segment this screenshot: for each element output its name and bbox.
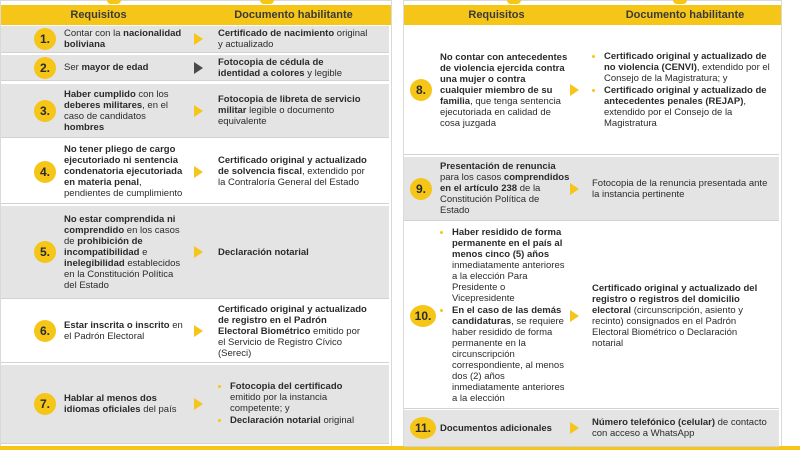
chevron-right-icon (194, 105, 203, 117)
document-text (592, 417, 770, 439)
requirement-text: , pendientes de cumplimiento (64, 177, 183, 199)
requirement-text: , se requiere haber residido de forma permanente en la circunscripción correspondiente, al menos dos (2) años inmediatamente anteriores a la elección (452, 315, 565, 404)
requirement-text (64, 28, 188, 50)
decorative-tab (107, 0, 121, 4)
requirement-text (440, 227, 570, 405)
chevron-right-icon (194, 246, 203, 258)
chevron-right-icon (194, 62, 203, 74)
row-divider (404, 446, 779, 447)
chevron-right-icon (194, 325, 203, 337)
requirement-bold: No tener pliego de cargo ejecutoriado ni sentencia condenatoria ejecutoriada en materia penal (64, 144, 183, 188)
decorative-tab (260, 0, 274, 4)
row-number-badge: 6. (34, 320, 56, 342)
chevron-right-icon (570, 183, 579, 195)
document-text (218, 304, 368, 359)
requirement-text: Ser (64, 62, 82, 73)
row-number-badge: 1. (34, 28, 56, 50)
requirement-bold: inelegibilidad (64, 257, 125, 269)
row-number-badge: 9. (410, 178, 432, 200)
row-number-badge: 11. (410, 417, 436, 439)
requirement-bold: Documentos adicionales (440, 422, 552, 434)
document-text: emitido por el Servicio de Registro Cívico (Sereci) (218, 325, 361, 359)
requirement-bold: No estar comprendida ni comprendido (64, 213, 176, 236)
document-bold: Certificado original y actualizado de no violencia (CENVI) (604, 50, 767, 73)
document-list (218, 381, 368, 426)
chevron-right-icon (194, 166, 203, 178)
row-divider (404, 154, 779, 155)
header-requisitos: Requisitos (468, 9, 525, 21)
requirement-text: inmediatamente anteriores a la elección Para Presidente o Vicepresidente (452, 259, 565, 304)
row-divider (404, 408, 779, 409)
document-bold: Fotocopia del certificado (230, 381, 343, 392)
document-text: legible o documento equivalente (218, 105, 335, 127)
requirement-text (440, 161, 570, 216)
table-header (404, 5, 781, 25)
requirement-bold: Estar inscrita o inscrito (64, 320, 170, 331)
requirement-text: con los (135, 88, 169, 100)
row-number-badge: 4. (34, 161, 56, 183)
row-number-badge: 8. (410, 79, 432, 101)
chevron-right-icon (194, 398, 203, 410)
requirement-list-item (452, 227, 570, 304)
requirement-bold: comprendidos en el artículo 238 (440, 172, 570, 194)
document-bold: Certificado original y actualizado de solvencia fiscal (218, 155, 367, 177)
document-text: , extendido por el Consejo de la Magistratura (604, 95, 747, 129)
document-bold: Certificado de nacimiento (218, 28, 335, 39)
header-documento: Documento habilitante (234, 9, 353, 21)
document-text: , extendido por el Consejo de la Magistratura; y (604, 61, 770, 84)
chevron-right-icon (570, 422, 579, 434)
document-bold: Certificado original y actualizado de antecedentes penales (REJAP) (604, 84, 767, 107)
document-text: Fotocopia de la renuncia presentada ante la instancia pertinente (592, 177, 768, 200)
row-divider (404, 220, 779, 221)
requirement-bold: hombres (64, 121, 105, 133)
requirement-text: , en el caso de candidatos (64, 99, 169, 122)
document-bold: Declaración notarial (218, 246, 309, 258)
requirement-text: en el Padrón Electoral (64, 320, 183, 342)
row-number-badge: 7. (34, 393, 56, 415)
document-bold: Fotocopia de libreta de servicio militar (218, 94, 361, 116)
document-text (218, 57, 368, 79)
row-number-badge: 3. (34, 100, 56, 122)
document-text (218, 155, 368, 188)
row-number-badge: 2. (34, 57, 56, 79)
document-text: original y actualizado (218, 28, 368, 50)
document-list-item (230, 381, 368, 414)
document-bold: Número telefónico (celular) (592, 417, 715, 428)
chevron-right-icon (194, 33, 203, 45)
row-number-badge: 10. (410, 305, 436, 327)
requirement-text (440, 423, 570, 434)
requirement-bold: Hablar al menos dos idiomas oficiales (64, 393, 157, 415)
header-documento: Documento habilitante (625, 9, 745, 21)
requirement-text: de la Constitución Política de Estado (440, 183, 541, 216)
document-bold: Fotocopia de cédula de identidad a colores (218, 56, 324, 79)
document-text (218, 247, 368, 258)
document-text (592, 178, 770, 200)
requirement-text (64, 89, 188, 133)
document-bold: Declaración notarial (230, 415, 321, 426)
document-list (592, 51, 770, 129)
requirement-list-item (452, 305, 570, 404)
row-divider (1, 443, 389, 444)
requirement-bold: mayor de edad (81, 62, 149, 73)
row-divider (1, 203, 389, 204)
document-list-item (604, 85, 770, 129)
document-text: y legible (304, 67, 343, 79)
row-divider (1, 52, 389, 53)
requirement-text: para los casos (440, 172, 504, 183)
requirement-text: del país (140, 404, 177, 415)
document-text (218, 94, 368, 127)
document-text (592, 51, 770, 130)
requirement-text (64, 320, 188, 342)
header-requisitos: Requisitos (70, 9, 127, 21)
row-divider (1, 137, 389, 138)
requirement-text: e (139, 246, 148, 258)
requirement-bold: Haber residido de forma permanente en el país al menos cinco (5) años (452, 226, 563, 260)
document-text (218, 28, 368, 50)
requirement-text: Contar con la (64, 28, 124, 39)
document-text: original (320, 415, 355, 426)
requirement-text (64, 62, 188, 73)
document-bold: Certificado original y actualizado del registro o registros del domicilio electoral (592, 282, 758, 316)
row-number-badge: 5. (34, 241, 56, 263)
document-list-item (230, 415, 368, 426)
requirement-text (64, 393, 188, 415)
requirement-bold: nacionalidad boliviana (64, 28, 182, 50)
document-text: (circunscripción, asiento y recinto) consignados en el Padrón Electoral Biométrico o Declaración notarial (592, 304, 744, 349)
requirement-bold: Haber cumplido (64, 88, 136, 100)
requirement-list (440, 227, 570, 404)
requirement-bold: deberes militares (64, 99, 143, 111)
document-bold: Certificado original y actualizado de registro en el Padrón Electoral Biométrico (218, 303, 367, 337)
document-text (592, 283, 770, 349)
decorative-tab (673, 0, 687, 4)
document-text: emitido por la instancia competente; y (230, 392, 328, 414)
requirement-bold: En el caso de las demás candidaturas (452, 304, 562, 327)
requirement-bold: No contar con antecedentes de violencia ejercida contra una mujer o contra cualquier miembro de su familia (440, 51, 568, 107)
decorative-tab (507, 0, 521, 4)
requirement-text (64, 214, 188, 291)
requirement-text (64, 144, 188, 199)
document-text: de contacto con acceso a WhatsApp (592, 417, 767, 439)
document-text (218, 381, 368, 427)
document-text: , extendido por la Contraloría General del Estado (218, 166, 365, 188)
chevron-right-icon (570, 310, 579, 322)
requirement-bold: Presentación de renuncia (440, 161, 556, 172)
requirement-text: , que tenga sentencia ejecutoriada en calidad de cosa juzgada (440, 95, 561, 129)
requirement-text: en los casos de (64, 224, 180, 247)
requirement-text: establecidos en la Constitución Política del Estado (64, 257, 181, 291)
row-divider (1, 362, 389, 363)
requirement-bold: prohibición de incompatibilidad (64, 235, 143, 258)
row-divider (1, 298, 389, 299)
document-list-item (604, 51, 770, 84)
table-header (1, 5, 391, 25)
chevron-right-icon (570, 84, 579, 96)
row-divider (1, 80, 389, 81)
requirement-text (440, 52, 570, 129)
